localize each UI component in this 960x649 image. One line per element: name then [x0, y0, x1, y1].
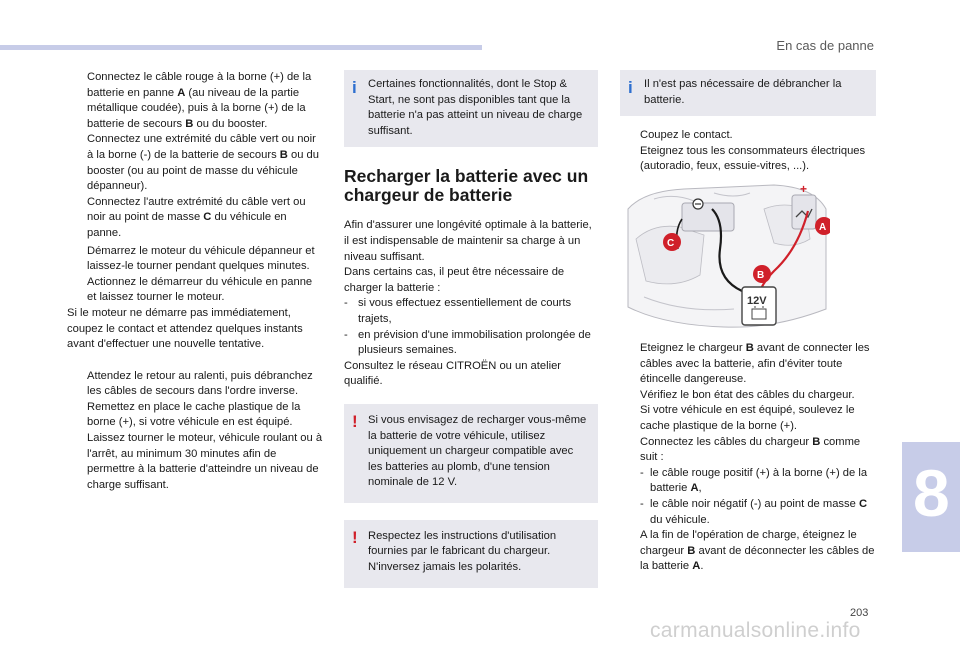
- dash-item: [620, 466, 876, 497]
- list-item: [67, 132, 323, 194]
- plus-sign: +: [800, 181, 808, 196]
- ref-label: B: [812, 435, 821, 448]
- ref-label: A: [692, 560, 701, 573]
- text: ou du booster.: [193, 117, 268, 130]
- dash-item: [344, 296, 598, 327]
- warning-icon: !: [352, 411, 358, 431]
- text: Connectez les câbles du chargeur: [640, 435, 813, 448]
- paragraph: Dans certains cas, il peut être nécessaire de charger la batterie :: [344, 266, 565, 294]
- text: Actionnez le démarreur du véhicule en panne et laissez tourner le moteur.: [87, 275, 313, 304]
- dash-item: [344, 328, 598, 359]
- list-item: [67, 431, 323, 493]
- text: avant de connecter les câbles avec la batterie, afin d'éviter toute étincelle dangereuse.: [640, 341, 870, 386]
- ref-label: C: [858, 497, 868, 510]
- text: avant de déconnecter les câbles de la batterie: [640, 544, 875, 573]
- list-item: [620, 528, 876, 575]
- list-item: [620, 388, 876, 404]
- text: du véhicule en panne.: [87, 211, 287, 239]
- text: ,: [698, 482, 702, 495]
- text: comme suit :: [640, 435, 861, 464]
- header-accent-bar: [0, 45, 482, 50]
- dash-mark: -: [640, 466, 644, 479]
- list-item: [67, 195, 323, 242]
- watermark: carmanualsonline.info: [650, 619, 861, 642]
- text: en prévision d'une immobilisation prolongée de plusieurs semaines.: [358, 328, 591, 357]
- column-3: [620, 70, 876, 575]
- text: Laissez tourner le moteur, véhicule roulant ou à l'arrêt, au minimum 30 minutes afin de permettre à la batterie d'atteindre un niveau de charge suffisant.: [87, 432, 323, 491]
- ref-label: B: [185, 117, 194, 130]
- warning-box: [344, 520, 598, 588]
- warning-box: [344, 404, 598, 503]
- chapter-number: 8: [913, 456, 950, 530]
- paragraph: Consultez le réseau CITROËN ou un atelier qualifié.: [344, 359, 562, 388]
- bullet-list-a: [620, 128, 876, 175]
- charger-voltage-label: 12V: [747, 294, 767, 307]
- text: du véhicule.: [650, 513, 710, 526]
- list-item: [67, 369, 323, 400]
- page-number: 203: [850, 607, 869, 619]
- dash-mark: -: [344, 297, 348, 310]
- info-box: [344, 70, 598, 147]
- bullet-list-c: [67, 369, 323, 494]
- list-item: [67, 244, 323, 275]
- label-c: C: [667, 237, 675, 249]
- list-item: [620, 144, 876, 175]
- list-item: [620, 341, 876, 388]
- text: Connectez une extrémité du câble vert ou noir à la borne (-) de la batterie de secours: [87, 133, 316, 161]
- text: le câble rouge positif (+) à la borne (+) de la batterie: [650, 466, 868, 495]
- list-item: [67, 70, 323, 132]
- text: Connectez l'autre extrémité du câble vert ou noir au point de masse: [87, 195, 306, 224]
- text: ou du booster (ou au point de masse du véhicule dépanneur).: [87, 148, 319, 193]
- bullet-list-b: [67, 244, 323, 306]
- text: Si votre véhicule en est équipé, soulevez le cache plastique de la borne (+).: [640, 404, 855, 432]
- section-heading: Recharger la batterie avec un chargeur de batterie: [344, 166, 589, 206]
- text: le câble noir négatif (-) au point de masse: [650, 497, 859, 510]
- paragraph: Afin d'assurer une longévité optimale à la batterie, il est indispensable de maintenir sa charge à un niveau suffisant.: [344, 219, 592, 263]
- info-text: Il n'est pas nécessaire de débrancher la batterie.: [644, 78, 842, 106]
- list-item: [67, 275, 323, 306]
- ref-label: A: [177, 86, 186, 99]
- info-box: [620, 70, 876, 116]
- info-icon: i: [352, 78, 357, 97]
- text: A la fin de l'opération de charge, éteignez le chargeur: [640, 529, 857, 557]
- bullet-list-b: [620, 341, 876, 575]
- dash-mark: -: [640, 497, 644, 510]
- paragraph: Si le moteur ne démarre pas immédiatement, coupez le contact et attendez quelques instants avant d'effectuer une nouvelle tentative.: [67, 306, 303, 351]
- text: Attendez le retour au ralenti, puis débranchez les câbles de secours dans l'ordre inverse.: [87, 369, 313, 398]
- chapter-tab: [902, 442, 960, 552]
- label-b: B: [757, 269, 765, 281]
- warning-text: Si vous envisagez de recharger vous-même la batterie de votre véhicule, utilisez uniquement un chargeur compatible avec les batteries au plomb, d'une tension nominale de 12 V.: [368, 413, 587, 489]
- text: si vous effectuez essentiellement de courts trajets,: [358, 297, 572, 325]
- ref-label: B: [687, 544, 696, 557]
- dash-item: [620, 497, 876, 528]
- column-1: [67, 70, 323, 493]
- info-text: Certaines fonctionnalités, dont le Stop & Start, ne sont pas disponibles tant que la batterie n'a pas atteint un niveau de charge suffisant.: [368, 78, 583, 137]
- list-item: [620, 403, 876, 434]
- text: Connectez le câble rouge à la borne (+) de la batterie en panne: [87, 71, 312, 99]
- list-item: [620, 128, 876, 144]
- list-item: [620, 435, 876, 466]
- dash-mark: -: [344, 328, 348, 341]
- battery-charging-illustration: [624, 179, 830, 331]
- ref-label: A: [690, 482, 699, 495]
- text: Eteignez tous les consommateurs électriques (autoradio, feux, essuie-vitres, ...).: [640, 144, 866, 173]
- text: .: [700, 560, 704, 573]
- ref-label: B: [745, 341, 754, 354]
- warning-text: Respectez les instructions d'utilisation fournies par le fabricant du chargeur. N'inversez jamais les polarités.: [368, 529, 557, 574]
- warning-icon: !: [352, 527, 358, 547]
- text: Vérifiez le bon état des câbles du chargeur.: [640, 388, 855, 401]
- text: Démarrez le moteur du véhicule dépanneur et laissez-le tourner pendant quelques minutes.: [87, 244, 315, 273]
- ref-label: B: [279, 148, 288, 161]
- engine-bay-drawing: [624, 179, 830, 331]
- label-a: A: [819, 221, 827, 233]
- column-2: [344, 70, 598, 588]
- list-item: [67, 400, 323, 431]
- bullet-list-a: [67, 70, 323, 242]
- info-icon: i: [628, 78, 633, 97]
- ref-label: C: [203, 211, 212, 224]
- text: Remettez en place le cache plastique de la borne (+), si votre véhicule en est équipé.: [87, 400, 301, 429]
- text: (au niveau de la partie métallique coudée), puis à la borne (+) de la batterie de secours: [87, 86, 306, 130]
- text: Coupez le contact.: [640, 129, 733, 142]
- text: Eteignez le chargeur: [640, 341, 746, 354]
- section-title: En cas de panne: [776, 38, 874, 53]
